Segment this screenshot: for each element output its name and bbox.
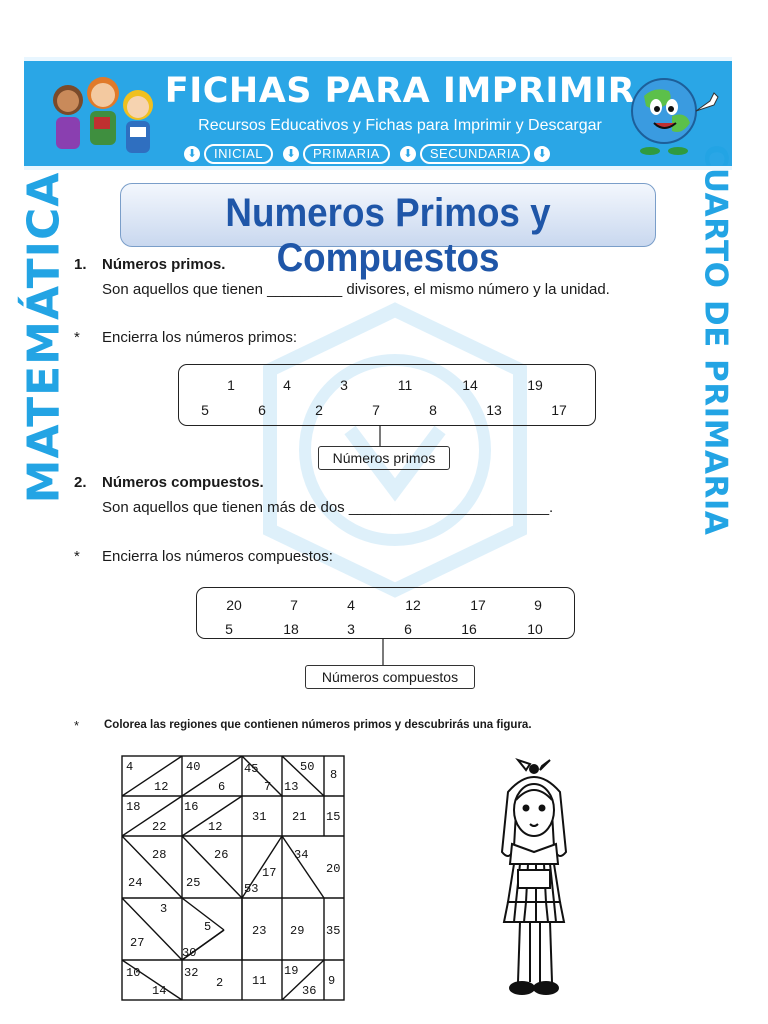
level-links	[184, 143, 550, 165]
puzzle-number: 25	[186, 876, 201, 890]
puzzle-number: 20	[326, 862, 341, 876]
puzzle-number: 24	[128, 876, 143, 890]
coloring-puzzle	[120, 754, 348, 1006]
puzzle-number: 50	[300, 760, 315, 774]
header-banner	[24, 57, 732, 170]
number-cell[interactable]: 12	[405, 597, 421, 613]
download-icon: ⬇	[400, 146, 416, 162]
section1-heading: Números primos.	[102, 256, 226, 273]
connector-line	[370, 426, 390, 446]
number-cell[interactable]: 7	[372, 402, 380, 418]
puzzle-number: 9	[328, 974, 336, 988]
puzzle-number: 27	[130, 936, 145, 950]
puzzle-number: 23	[252, 924, 267, 938]
puzzle-number: 13	[284, 780, 299, 794]
puzzle-number: 12	[154, 780, 169, 794]
number-cell[interactable]: 13	[486, 402, 502, 418]
primes-label: Números primos	[318, 446, 450, 470]
number-cell[interactable]: 3	[347, 621, 355, 637]
puzzle-number: 22	[152, 820, 167, 834]
puzzle-number: 6	[218, 780, 226, 794]
puzzle-number: 29	[290, 924, 305, 938]
puzzle-number: 30	[182, 946, 197, 960]
puzzle-number: 5	[204, 920, 212, 934]
puzzle-number: 40	[186, 760, 201, 774]
header-title: FICHAS PARA IMPRIMIR	[164, 71, 636, 111]
kids-illustration	[38, 65, 168, 165]
puzzle-grid[interactable]	[120, 754, 348, 1002]
number-cell[interactable]: 16	[461, 621, 477, 637]
number-cell[interactable]: 14	[462, 377, 478, 393]
puzzle-number: 19	[284, 964, 299, 978]
level-inicial[interactable]	[184, 144, 273, 164]
puzzle-number: 18	[126, 800, 141, 814]
number-cell[interactable]: 11	[397, 377, 413, 393]
level-primaria-label[interactable]: PRIMARIA	[303, 144, 390, 164]
number-cell[interactable]: 7	[290, 597, 298, 613]
number-cell[interactable]: 5	[201, 402, 209, 418]
puzzle-number: 4	[126, 760, 134, 774]
number-cell[interactable]: 6	[404, 621, 412, 637]
puzzle-number: 32	[184, 966, 199, 980]
puzzle-number: 36	[302, 984, 317, 998]
section3-instruction: Colorea las regiones que contienen números primos y descubrirás una figura.	[104, 719, 532, 731]
puzzle-number: 2	[216, 976, 224, 990]
section1-number: 1.	[74, 256, 87, 273]
puzzle-number: 8	[330, 768, 338, 782]
level-inicial-label[interactable]: INICIAL	[204, 144, 273, 164]
puzzle-number: 3	[160, 902, 168, 916]
number-cell[interactable]: 9	[534, 597, 542, 613]
number-cell[interactable]: 1	[227, 377, 235, 393]
puzzle-number: 35	[326, 924, 341, 938]
girl-illustration	[478, 752, 598, 1002]
puzzle-number: 10	[126, 966, 141, 980]
level-primaria[interactable]	[283, 144, 390, 164]
side-label-left	[16, 171, 72, 504]
side-right-text: CUARTO DE PRIMARIA	[697, 144, 734, 536]
section3-bullet: *	[74, 718, 80, 733]
level-secundaria[interactable]	[400, 144, 550, 164]
section1-instruction: Encierra los números primos:	[102, 329, 298, 346]
number-cell[interactable]: 4	[347, 597, 355, 613]
puzzle-number: 17	[262, 866, 277, 880]
puzzle-number: 12	[208, 820, 223, 834]
number-cell[interactable]: 17	[470, 597, 486, 613]
page-title: Numeros Primos y Compuestos	[225, 191, 551, 280]
puzzle-number: 53	[244, 882, 259, 896]
puzzle-number: 28	[152, 848, 167, 862]
number-cell[interactable]: 3	[340, 377, 348, 393]
side-left-text: MATEMÁTICA	[18, 171, 70, 504]
composites-label: Números compuestos	[305, 665, 475, 689]
section1-definition: Son aquellos que tienen _________ divisores, el mismo número y la unidad.	[102, 281, 610, 298]
number-cell[interactable]: 4	[283, 377, 291, 393]
puzzle-number: 11	[252, 974, 267, 988]
composites-number-box	[196, 587, 575, 639]
section2-definition: Son aquellos que tienen más de dos ________________________.	[102, 499, 554, 516]
level-secundaria-label[interactable]: SECUNDARIA	[420, 144, 530, 164]
puzzle-number: 45	[244, 762, 259, 776]
side-label-right	[688, 144, 742, 536]
puzzle-number: 7	[264, 780, 272, 794]
number-cell[interactable]: 20	[226, 597, 242, 613]
header-subtitle: Recursos Educativos y Fichas para Imprimir y Descargar	[198, 117, 602, 134]
number-cell[interactable]: 5	[225, 621, 233, 637]
section2-heading: Números compuestos.	[102, 474, 264, 491]
number-cell[interactable]: 6	[258, 402, 266, 418]
download-icon: ⬇	[534, 146, 550, 162]
number-cell[interactable]: 2	[315, 402, 323, 418]
puzzle-number: 15	[326, 810, 341, 824]
puzzle-number: 21	[292, 810, 307, 824]
section1-bullet: *	[74, 329, 80, 346]
primes-number-box	[178, 364, 596, 426]
puzzle-number: 26	[214, 848, 229, 862]
download-icon: ⬇	[184, 146, 200, 162]
connector-line	[373, 639, 393, 665]
number-cell[interactable]: 10	[527, 621, 543, 637]
number-cell[interactable]: 18	[283, 621, 299, 637]
number-cell[interactable]: 8	[429, 402, 437, 418]
puzzle-number: 31	[252, 810, 267, 824]
number-cell[interactable]: 19	[527, 377, 543, 393]
puzzle-number: 34	[294, 848, 309, 862]
puzzle-number: 16	[184, 800, 199, 814]
download-icon: ⬇	[283, 146, 299, 162]
section2-bullet: *	[74, 548, 80, 565]
puzzle-number: 14	[152, 984, 167, 998]
number-cell[interactable]: 17	[551, 402, 567, 418]
section2-instruction: Encierra los números compuestos:	[102, 548, 333, 565]
section2-number: 2.	[74, 474, 87, 491]
